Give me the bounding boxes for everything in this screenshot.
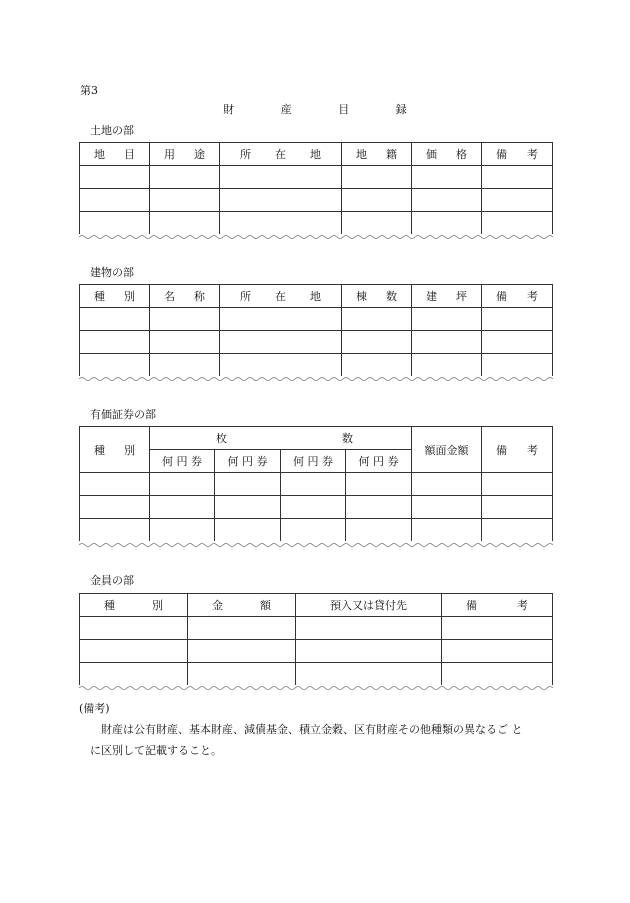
buildings-col-remarks: 備 考 <box>482 285 553 308</box>
notes-line: 財産は公有財産、基本財産、減債基金、積立金穀、区有財産その他種類の異なるご と <box>101 723 523 736</box>
torn-edge-divider <box>79 234 553 240</box>
buildings-col-name: 名 称 <box>150 285 220 308</box>
securities-col-kind: 種 別 <box>80 427 150 473</box>
torn-edge-divider <box>79 542 553 548</box>
table-row <box>80 212 553 235</box>
buildings-section-heading: 建物の部 <box>90 266 134 279</box>
land-table <box>79 142 553 234</box>
securities-subcol-denomination: 何 円 券 <box>346 450 412 473</box>
torn-edge-divider <box>79 376 553 382</box>
table-row <box>80 308 553 331</box>
land-col-use: 用 途 <box>150 143 220 166</box>
title-char: 財 <box>223 103 235 116</box>
buildings-col-count: 棟 数 <box>342 285 412 308</box>
land-col-type: 地 目 <box>80 143 150 166</box>
money-col-amount: 金 額 <box>188 594 296 617</box>
table-row <box>80 331 553 354</box>
table-row <box>80 496 553 519</box>
document-number: 第3 <box>80 84 98 97</box>
buildings-col-location: 所 在 地 <box>220 285 342 308</box>
securities-section-heading: 有価証券の部 <box>90 408 156 421</box>
money-table <box>79 593 553 685</box>
money-section-heading: 金員の部 <box>90 574 134 587</box>
notes-line: に区別して記載すること。 <box>90 744 222 757</box>
table-row <box>80 640 553 663</box>
table-row <box>80 617 553 640</box>
securities-subcol-denomination: 何 円 券 <box>281 450 346 473</box>
buildings-col-floor-area: 建 坪 <box>412 285 482 308</box>
table-row <box>80 189 553 212</box>
title-char: 産 <box>280 103 292 116</box>
money-col-deposit-or-loan-to: 預入又は貸付先 <box>296 594 442 617</box>
securities-subcol-denomination: 何 円 券 <box>215 450 281 473</box>
table-row <box>80 354 553 377</box>
securities-subcol-denomination: 何 円 券 <box>150 450 215 473</box>
page-title <box>0 101 630 117</box>
land-col-remarks: 備 考 <box>482 143 553 166</box>
land-col-area: 地 籍 <box>342 143 412 166</box>
securities-col-face-total: 額面金額 <box>412 427 482 473</box>
land-section-heading: 土地の部 <box>90 124 134 137</box>
buildings-table <box>79 284 553 376</box>
securities-col-remarks: 備 考 <box>482 427 553 473</box>
table-row <box>80 519 553 542</box>
land-col-price: 価 格 <box>412 143 482 166</box>
money-col-remarks: 備 考 <box>442 594 553 617</box>
buildings-col-kind: 種 別 <box>80 285 150 308</box>
torn-edge-divider <box>79 685 553 691</box>
table-row <box>80 473 553 496</box>
notes-heading: (備考) <box>79 702 110 715</box>
table-row <box>80 663 553 686</box>
securities-col-count: 枚 数 <box>150 427 412 450</box>
title-char: 録 <box>395 103 407 116</box>
money-col-kind: 種 別 <box>80 594 188 617</box>
title-char: 目 <box>338 103 350 116</box>
table-row <box>80 166 553 189</box>
securities-table <box>79 426 553 541</box>
land-col-location: 所 在 地 <box>220 143 342 166</box>
